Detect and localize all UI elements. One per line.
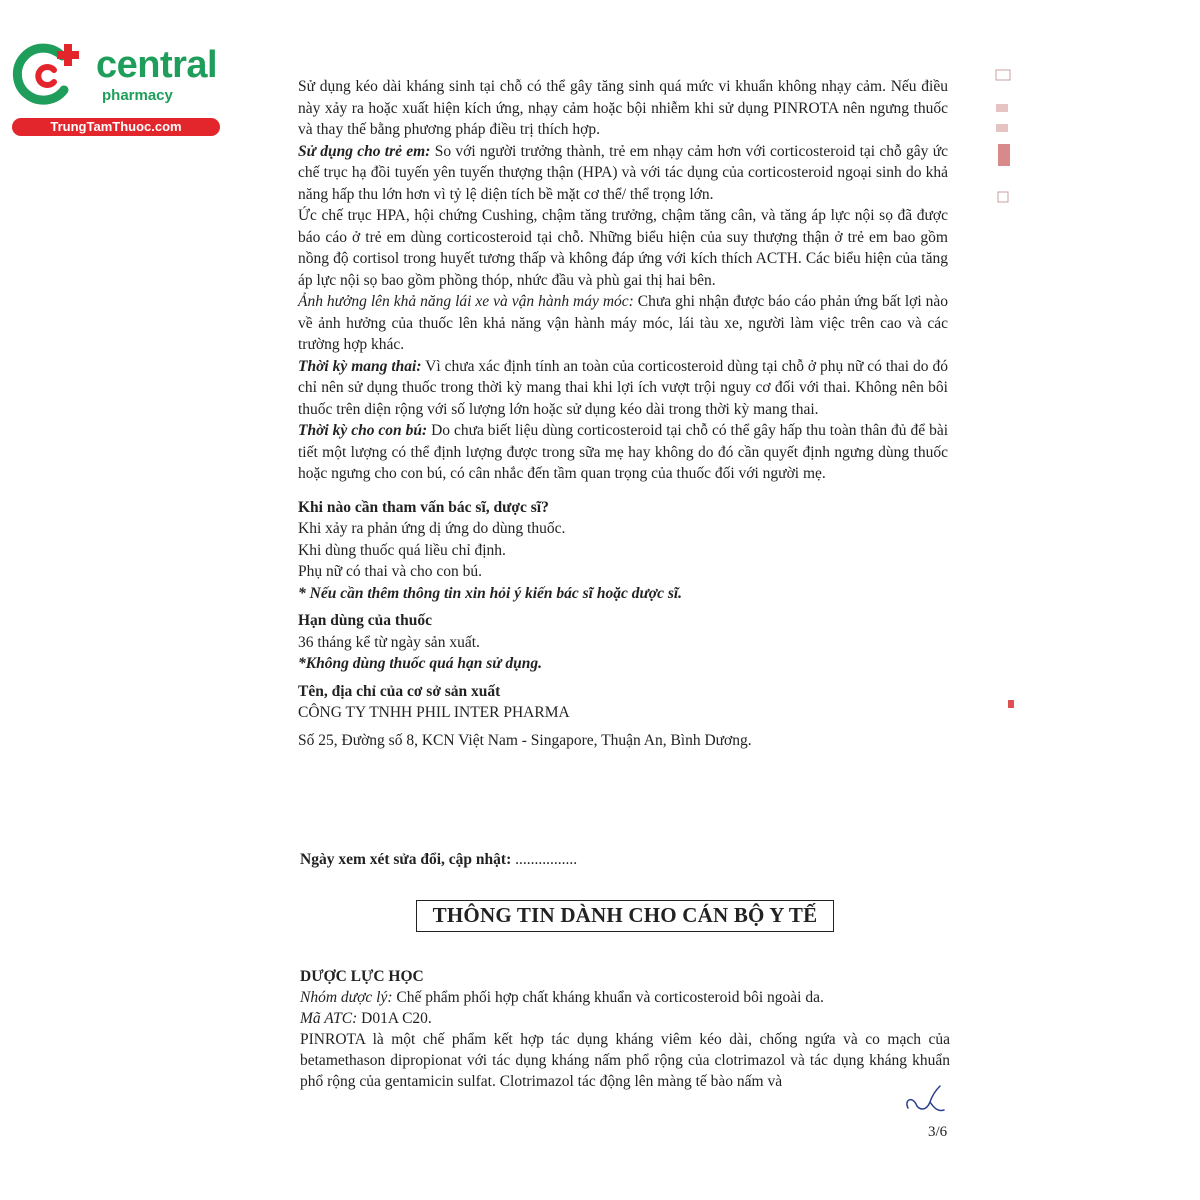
breastfeeding-text: Do chưa biết liệu dùng corticosteroid tại chỗ có thể gây hấp thu toàn thân đủ để bài tiết một lượng có thể định lượng được trong sữa mẹ hay không do đó cần quyết định ngưng dùng thuốc hoặc ngưng cho con bú, có cân nhắc đến tầm quan trọng của thuốc đối với người mẹ. — [298, 422, 948, 482]
brand-name: central — [96, 44, 218, 86]
pharmacologic-group-label: Nhóm dược lý: — [300, 989, 393, 1006]
driving-text: Chưa ghi nhận được báo cáo phản ứng bất lợi nào về ảnh hưởng của thuốc lên khả năng vận hành máy móc, lái tàu xe, người làm việc trên cao và các trường hợp khác. — [298, 293, 948, 353]
pregnancy-label: Thời kỳ mang thai: — [298, 357, 422, 375]
consult-line: Khi dùng thuốc quá liều chỉ định. — [298, 541, 506, 559]
driving-paragraph — [298, 291, 948, 356]
pregnancy-paragraph — [298, 356, 948, 421]
hcp-section-title: THÔNG TIN DÀNH CHO CÁN BỘ Y TẾ — [416, 900, 834, 932]
consult-line: Khi xảy ra phản ứng dị ứng do dùng thuốc. — [298, 520, 566, 537]
manufacturer-address: Số 25, Đường số 8, KCN Việt Nam - Singapore, Thuận An, Bình Dương. — [298, 731, 752, 749]
shelf-life-note: *Không dùng thuốc quá hạn sử dụng. — [298, 655, 543, 672]
shelf-life-heading: Hạn dùng của thuốc — [298, 612, 432, 629]
revision-date-line — [300, 851, 577, 869]
revision-date-label: Ngày xem xét sửa đổi, cập nhật: — [300, 851, 512, 868]
pharmacologic-group-text: Chế phẩm phối hợp chất kháng khuẩn và corticosteroid bôi ngoài da. — [392, 989, 824, 1006]
driving-label: Ảnh hưởng lên khả năng lái xe và vận hành máy móc: — [298, 293, 634, 310]
children-paragraph — [298, 141, 948, 206]
atc-code-text: D01A C20. — [357, 1010, 432, 1027]
consult-heading: Khi nào cần tham vấn bác sĩ, dược sĩ? — [298, 498, 549, 516]
revision-date-value: ................ — [511, 851, 578, 868]
consult-line: Phụ nữ có thai và cho con bú. — [298, 563, 483, 580]
pregnancy-text: Vì chưa xác định tính an toàn của corticosteroid dùng tại chỗ ở phụ nữ có thai do đó chỉ nên sử dụng thuốc trong thời kỳ mang thai khi lợi ích vượt trội nguy cơ đối với thai. Không nên bôi thuốc trên diện rộng với số lượng lớn hoặc sử dụng kéo dài trong thời kỳ mang thai. — [298, 357, 948, 418]
signature-mark — [900, 1082, 950, 1122]
manufacturer-company: CÔNG TY TNHH PHIL INTER PHARMA — [298, 704, 570, 721]
children-text: So với người trưởng thành, trẻ em nhạy cảm hơn với corticosteroid tại chỗ gây ức chế trục hạ đồi tuyến yên tuyến thượng thận (HPA) và với tác dụng của corticosteroid ngoại sinh do khả năng hấp thu lớn hơn vì tỷ lệ diện tích bề mặt cơ thể/ thể trọng lớn. — [298, 142, 948, 203]
central-pharmacy-logo — [10, 40, 220, 140]
leaflet-body — [298, 76, 948, 751]
pharmacodynamics-heading: DƯỢC LỰC HỌC — [300, 968, 424, 985]
children-label: Sử dụng cho trẻ em: — [298, 142, 431, 160]
atc-code-label: Mã ATC: — [300, 1010, 358, 1027]
pharmacodynamics-text: PINROTA là một chế phẩm kết hợp tác dụng kháng viêm kéo dài, chống ngứa và co mạch của betamethason dipropionat với tác dụng kháng nấm phổ rộng của clotrimazol và tác dụng kháng khuẩn phổ rộng của gentamicin sulfat. Clotrimazol tác động lên màng tế bào nấm và — [300, 1031, 950, 1090]
hpa-paragraph: Ức chế trục HPA, hội chứng Cushing, chậm tăng trưởng, chậm tăng cân, và tăng áp lực nội sọ đã được báo cáo ở trẻ em dùng corticosteroid tại chỗ. Những biểu hiện của suy thượng thận ở trẻ em bao gồm nồng độ cortisol trong huyết tương thấp và không đáp ứng với kích thích ACTH. Các biểu hiện của tăng áp lực nội sọ bao gồm phồng thóp, nhức đầu và phù gai thị hai bên. — [298, 207, 948, 289]
consult-note: * Nếu cần thêm thông tin xin hỏi ý kiến bác sĩ hoặc dược sĩ. — [298, 584, 683, 602]
manufacturer-heading: Tên, địa chỉ của cơ sở sản xuất — [298, 682, 501, 700]
page-number: 3/6 — [928, 1124, 948, 1140]
scan-margin-marks — [990, 64, 1020, 724]
shelf-life-text: 36 tháng kể từ ngày sản xuất. — [298, 633, 480, 651]
breastfeeding-paragraph — [298, 420, 948, 485]
brand-sub: pharmacy — [102, 87, 173, 104]
pharmacy-cross-icon — [10, 40, 90, 110]
pharmacodynamics-section — [300, 966, 950, 1092]
brand-site-banner: TrungTamThuoc.com — [12, 118, 220, 136]
breastfeeding-label: Thời kỳ cho con bú: — [298, 422, 428, 439]
pharmacologic-group — [300, 987, 950, 1008]
antibiotic-warning-paragraph: Sử dụng kéo dài kháng sinh tại chỗ có thể gây tăng sinh quá mức vi khuẩn không nhạy cảm. Nếu điều này xảy ra hoặc xuất hiện kích ứng, nhạy cảm hoặc bội nhiễm khi sử dụng PINROTA nên ngưng thuốc và thay thế bằng phương pháp điều trị thích hợp. — [298, 78, 948, 138]
atc-code — [300, 1008, 950, 1029]
